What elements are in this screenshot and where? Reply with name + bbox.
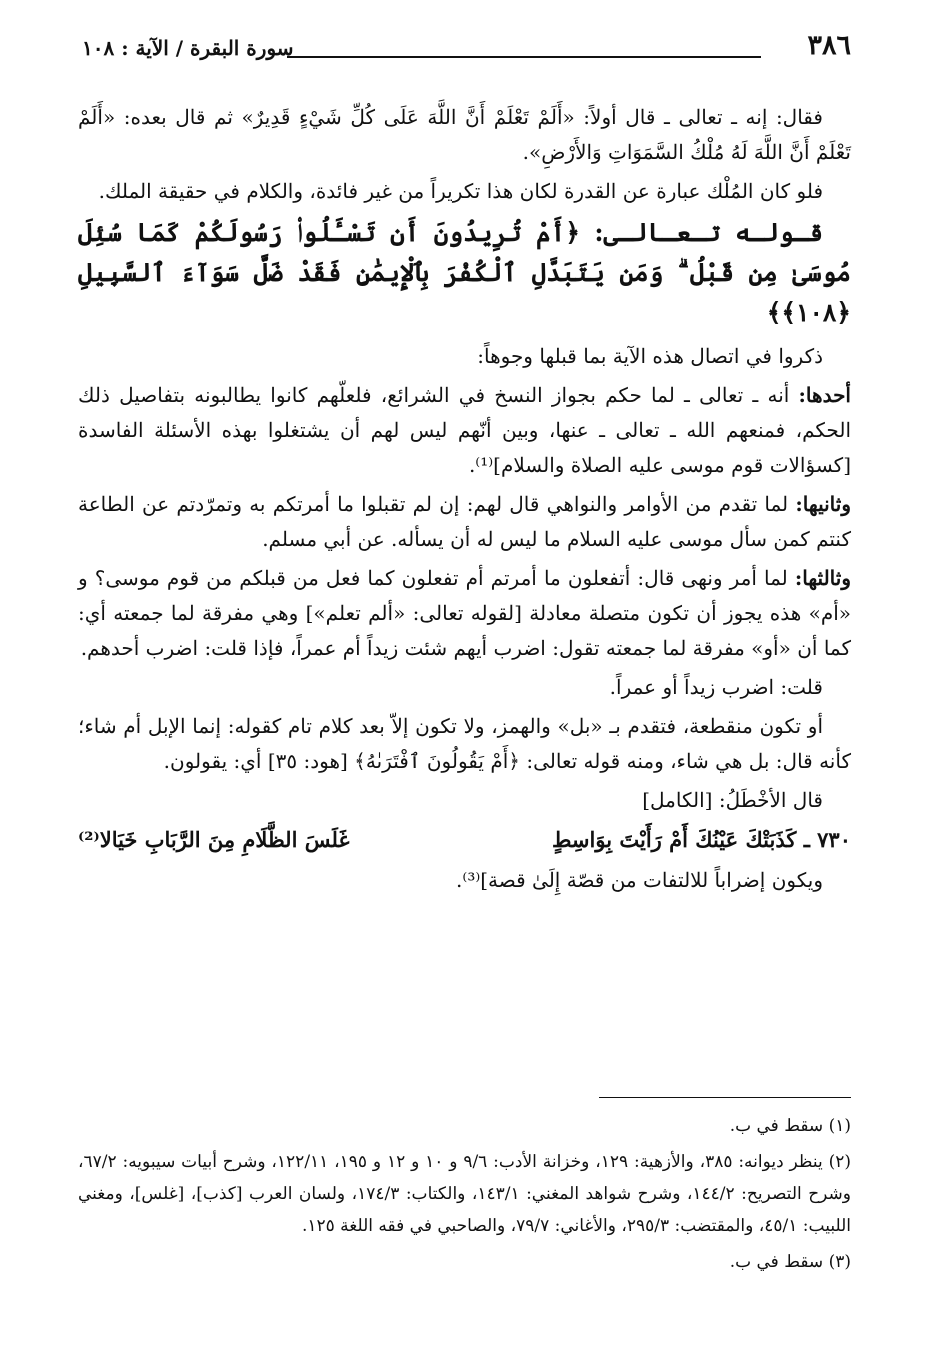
paragraph: قلت: اضرب زيداً أو عمراً.	[609, 675, 823, 699]
paragraph: أو تكون منقطعة، فتقدم بـ «بل» والهمز، ولا تكون إلاّ بعد كلام تام كقوله: إنما الإبل أم شاء؛ كأنه قال: بل هي شاء، ومنه قوله تعالى: ﴿أَمْ يَقُولُونَ ٱفْتَرَىٰهُ﴾ [هود: ٣٥] أي: يقولون.	[78, 714, 851, 773]
paragraph-text: لما تقدم من الأوامر والنواهي قال لهم: إن لم تقبلوا ما أمرتكم به وتمرّدتم عن الطاعة كنتم كمن سأل موسى عليه السلام ما ليس له أن يسأله. عن أبي مسلم.	[78, 492, 851, 551]
paragraph-text: لما أمر ونهى قال: أتفعلون ما أمرتم أم تفعلون كما فعل من قبلكم من قوم موسى؟ و «أم» هذه يجوز أن تكون متصلة معادلة [لقوله تعالى: «ألم تعلم»] وهي مفرقة لما جمعته أي: كما أن «أو» مفرقة لما جمعته تقول: اضرب أيهم شئت زيداً أم عمراً، فإذا قلت: اضرب أحدهم.	[78, 566, 851, 660]
poem-second-hemistich: غَلَسَ الظَّلَامِ مِنَ الرَّبَابِ خَيَالا⁽²⁾	[78, 827, 350, 852]
paragraph-lead: وثالثها:	[794, 566, 851, 590]
footnotes	[78, 1110, 851, 1282]
paragraph: ويكون إضراباً للالتفات من قصّة إِلَىٰ قصة]⁽³⁾.	[456, 868, 823, 892]
paragraph: ذكروا في اتصال هذه الآية بما قبلها وجوهاً:	[477, 344, 823, 368]
poem-first-hemistich: ٧٣٠ ـ كَذَبَتْكَ عَيْنُكَ أَمْ رَأَيْتَ بِوَاسِطٍ	[552, 827, 851, 852]
quran-verse: قـولـه تـعـالـى: ﴿أَمْ تُرِيدُونَ أَن تَسْـَٔلُوا۟ رَسُولَكُمْ كَمَا سُئِلَ مُوسَىٰ مِن قَبْلُ ۗ وَمَن يَتَبَدَّلِ ٱلْكُفْرَ بِٱلْإِيمَٰنِ فَقَدْ ضَلَّ سَوَآءَ ٱلسَّبِيلِ ﴿١٠٨﴾﴾	[78, 218, 851, 327]
paragraph-first-view	[78, 378, 851, 483]
header-rule	[287, 56, 761, 58]
running-title: سورة البقرة / الآية : ١٠٨	[82, 36, 294, 60]
footnote: (٣) سقط في ب.	[729, 1252, 851, 1272]
main-text	[78, 100, 851, 902]
poem-intro: قال الأخْطَلُ: [الكامل]	[642, 788, 823, 812]
paragraph-lead: أحدها:	[798, 383, 851, 407]
paragraph-lead: وثانيها:	[795, 492, 851, 516]
page-number: ٣٨٦	[807, 30, 851, 61]
poem-verse	[78, 822, 851, 857]
paragraph-second-view	[78, 487, 851, 557]
paragraph-third-view	[78, 561, 851, 666]
paragraph-text: أنه ـ تعالى ـ لما حكم بجواز النسخ في الشرائع، فلعلّهم كانوا يطالبونه بتفاصيل ذلك الحكم، فمنعهم الله ـ تعالى ـ عنها، وبين أنّهم ليس لهم أن يشتغلوا بهذه الأسئلة الفاسدة [كسؤالات قوم موسى عليه الصلاة والسلام]⁽¹⁾.	[78, 383, 851, 477]
footnote: (٢) ينظر ديوانه: ٣٨٥، والأزهية: ١٢٩، وخزانة الأدب: ٩/٦ و ١٠ و ١٢ و ١٩٥، ١٢٢/١١، وشرح أبيات سيبويه: ٦٧/٢، وشرح التصريح: ١٤٤/٢، وشرح شواهد المغني: ١٤٣/١، والكتاب: ١٧٤/٣، ولسان العرب [كذب]، [غلس]، ومغني اللبيب: ٤٥/١، والمقتضب: ٢٩٥/٣، والأغاني: ٧٩/٧، والصاحبي في فقه اللغة ١٢٥.	[78, 1152, 851, 1236]
paragraph: فلو كان المُلْك عبارة عن القدرة لكان هذا تكريراً من غير فائدة، والكلام في حقيقة الملك.	[98, 179, 823, 203]
page-header	[82, 28, 851, 68]
footnote: (١) سقط في ب.	[729, 1116, 851, 1136]
footnote-separator	[599, 1097, 851, 1098]
paragraph: فقال: إنه ـ تعالى ـ قال أولاً: «أَلَمْ تَعْلَمْ أَنَّ اللَّهَ عَلَى كُلِّ شَيْءٍ قَدِيرٌ» ثم قال بعده: «أَلَمْ تَعْلَمْ أَنَّ اللَّهَ لَهُ مُلْكُ السَّمَوَاتِ وَالأَرْضِ».	[78, 105, 851, 164]
